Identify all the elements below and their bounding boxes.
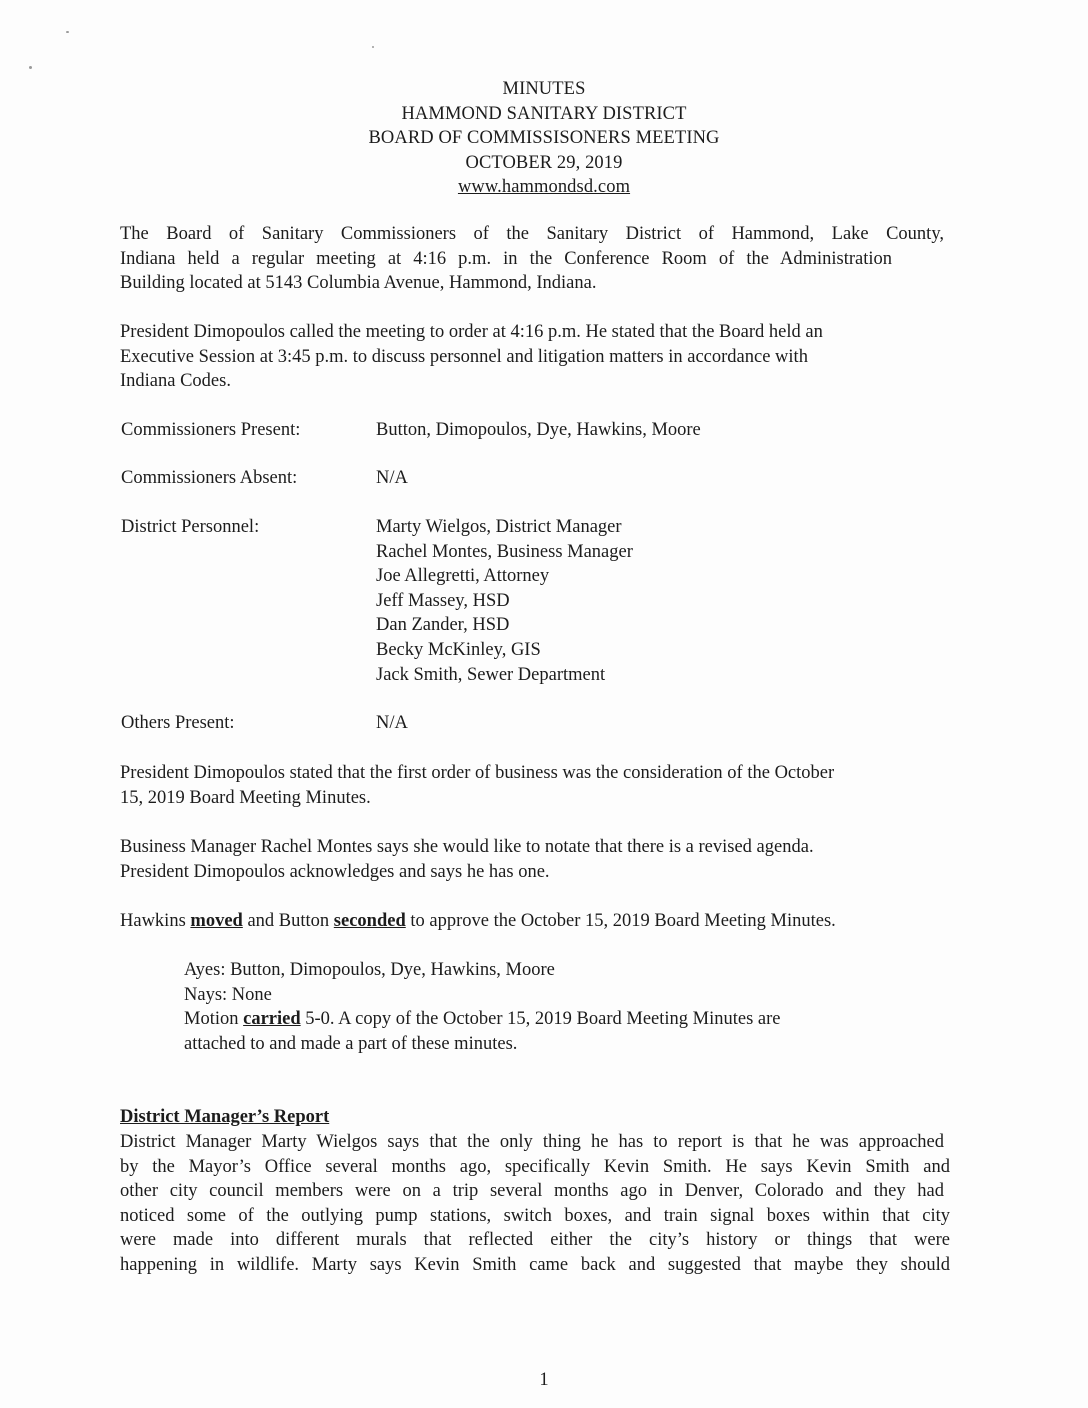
- motion-paragraph: [120, 909, 944, 934]
- personnel-item: Dan Zander, HSD: [376, 615, 510, 636]
- call-to-order-line: Indiana Codes.: [120, 371, 231, 392]
- vote-result: [184, 1007, 781, 1032]
- revised-agenda-line: Business Manager Rachel Montes says she would like to notate that there is a revised agenda.: [120, 837, 814, 857]
- header-title: MINUTES: [502, 79, 586, 99]
- vote-attached: attached to and made a part of these minutes.: [184, 1033, 518, 1054]
- personnel-item: Becky McKinley, GIS: [376, 639, 541, 660]
- vote-ayes: Ayes: Button, Dimopoulos, Dye, Hawkins, Moore: [184, 960, 555, 980]
- motion-prefix: Motion: [184, 1009, 239, 1030]
- vote-nays: Nays: None: [184, 984, 272, 1005]
- vote-block: [184, 958, 781, 1056]
- scan-speck: [66, 31, 69, 33]
- manager-report-heading: District Manager’s Report: [120, 1107, 330, 1127]
- personnel-item: Jeff Massey, HSD: [376, 590, 510, 611]
- personnel-item: Rachel Montes, Business Manager: [376, 541, 633, 562]
- intro-line: Building located at 5143 Columbia Avenue, Hammond, Indiana.: [120, 273, 597, 294]
- motion-mover: Hawkins: [120, 911, 186, 931]
- scan-speck: [372, 46, 374, 48]
- manager-report-line: happening in wildlife. Marty says Kevin Smith came back and suggested that maybe they should: [120, 1254, 950, 1275]
- header-url-link[interactable]: www.hammondsd.com: [457, 177, 631, 198]
- call-to-order-line: President Dimopoulos called the meeting to order at 4:16 p.m. He stated that the Board held an: [120, 322, 823, 342]
- commissioners-absent-value: N/A: [376, 468, 408, 488]
- carried-keyword: carried: [243, 1009, 301, 1030]
- header-date: OCTOBER 29, 2019: [465, 152, 623, 173]
- revised-agenda-line: President Dimopoulos acknowledges and says he has one.: [120, 861, 550, 882]
- first-order-line: President Dimopoulos stated that the first order of business was the consideration of the October: [120, 763, 835, 783]
- page-number: 1: [539, 1370, 549, 1390]
- manager-report-line: noticed some of the outlying pump stations, switch boxes, and train signal boxes within that city: [120, 1205, 950, 1226]
- call-to-order-paragraph: [120, 320, 944, 394]
- motion-result-rest: 5-0. A copy of the October 15, 2019 Board Meeting Minutes are: [305, 1009, 781, 1030]
- district-personnel-label: District Personnel:: [121, 517, 260, 537]
- manager-report-line: other city council members were on a trip several months ago in Denver, Colorado and they had: [120, 1181, 944, 1202]
- intro-paragraph: [120, 222, 944, 296]
- revised-agenda-paragraph: [120, 835, 944, 884]
- motion-rest: to approve the October 15, 2019 Board Meeting Minutes.: [410, 911, 836, 931]
- manager-report-line: by the Mayor’s Office several months ago, specifically Kevin Smith. He says Kevin Smith and: [120, 1156, 950, 1177]
- commissioners-present-value: Button, Dimopoulos, Dye, Hawkins, Moore: [376, 420, 701, 440]
- seconded-keyword: seconded: [333, 911, 406, 931]
- personnel-item: Joe Allegretti, Attorney: [376, 566, 550, 587]
- personnel-item: Jack Smith, Sewer Department: [376, 664, 606, 685]
- document-header: [0, 77, 1088, 200]
- commissioners-absent-label: Commissioners Absent:: [121, 468, 298, 488]
- scan-speck: [29, 66, 32, 69]
- first-order-line: 15, 2019 Board Meeting Minutes.: [120, 787, 371, 808]
- header-organization: HAMMOND SANITARY DISTRICT: [401, 103, 687, 124]
- manager-report-paragraph: [120, 1130, 950, 1278]
- others-present-value: N/A: [376, 713, 408, 733]
- first-order-paragraph: [120, 761, 944, 810]
- call-to-order-line: Executive Session at 3:45 p.m. to discuss personnel and litigation matters in accordance with: [120, 346, 808, 367]
- intro-line: Indiana held a regular meeting at 4:16 p.m. in the Conference Room of the Administration: [120, 248, 892, 269]
- intro-line: The Board of Sanitary Commissioners of the Sanitary District of Hammond, Lake County,: [120, 224, 944, 244]
- manager-report-line: were made into different murals that reflected either the city’s history or things that were: [120, 1230, 950, 1251]
- motion-and: and Button: [247, 911, 330, 931]
- others-present-label: Others Present:: [121, 713, 235, 733]
- moved-keyword: moved: [190, 911, 243, 931]
- district-personnel-list: [376, 515, 633, 687]
- header-meeting: BOARD OF COMMISSISONERS MEETING: [368, 128, 720, 149]
- commissioners-present-label: Commissioners Present:: [121, 420, 301, 440]
- manager-report-line: District Manager Marty Wielgos says that the only thing he has to report is that he was approached: [120, 1132, 944, 1152]
- motion-line: [120, 909, 944, 934]
- personnel-item: Marty Wielgos, District Manager: [376, 517, 622, 537]
